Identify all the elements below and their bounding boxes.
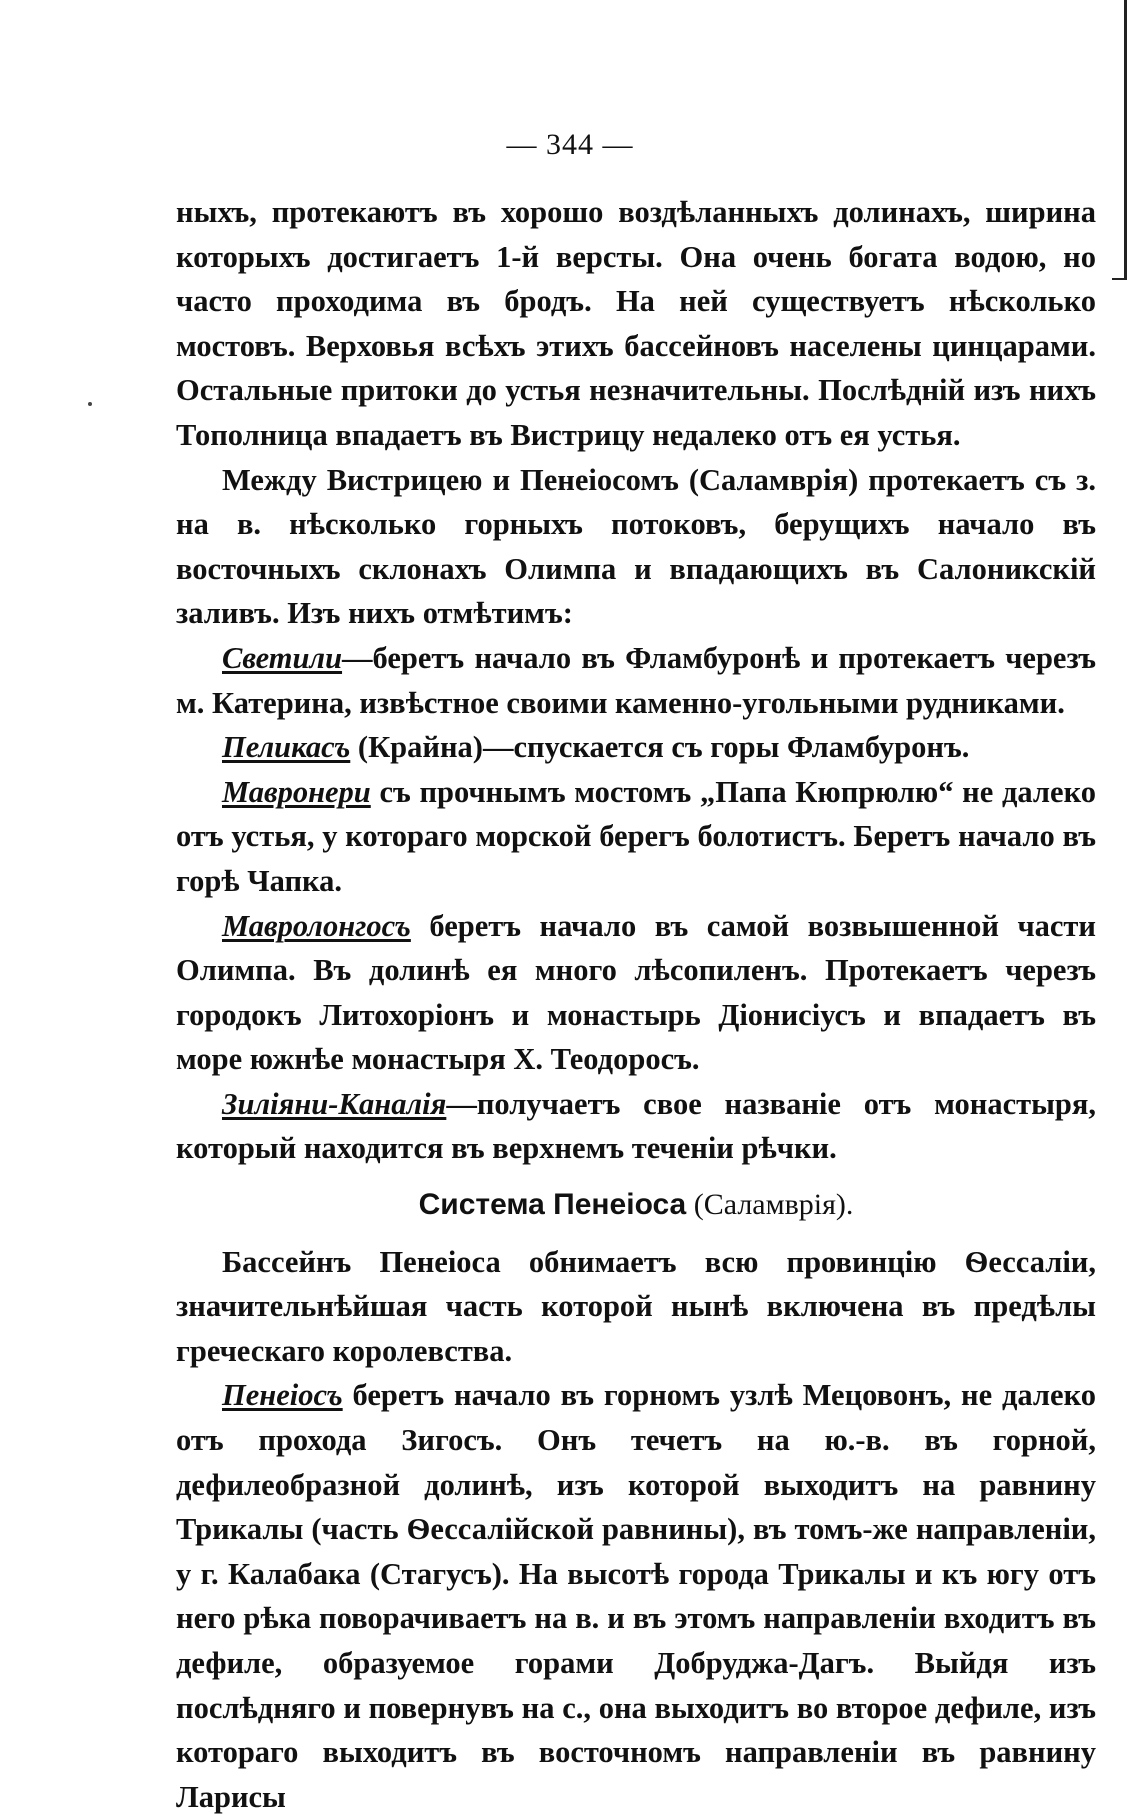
river-name: Светили	[222, 640, 343, 675]
page-edge-tick	[1112, 278, 1126, 280]
section-heading: Система Пенеiоса (Саламврiя).	[418, 1188, 854, 1222]
paragraph: ныхъ, протекаютъ въ хорошо воздѣланныхъ долинахъ, ширина которыхъ достигаетъ 1-й версты. Она очень богата водою, но часто проходима въ бродъ. На ней существуетъ нѣсколько мостовъ. Верховья всѣхъ этихъ бассейновъ населены цинцарами. Остальные притоки до устья незначительны. Послѣднiй изъ нихъ Тополница впадаетъ въ Вистрицу недалеко отъ ея устья.	[176, 195, 1096, 452]
paragraph: Между Вистрицею и Пенеiосомъ (Саламврiя) протекаетъ съ з. на в. нѣсколько горныхъ потоковъ, берущихъ начало въ восточныхъ склонахъ Олимпа и впадающихъ въ Салоникскiй заливъ. Изъ нихъ отмѣтимъ:	[176, 462, 1096, 631]
river-name: Мавролонгосъ	[222, 908, 411, 943]
river-entry: Пенеiосъ беретъ начало въ горномъ узлѣ Мецовонъ, не далеко отъ прохода Зигосъ. Онъ течетъ на ю.-в. въ горной, дефилеобразной долинѣ, изъ которой выходитъ на равнину Трикалы (часть Ѳессалiйской равнины), въ томъ-же направленiи, у г. Калабака (Стагусъ). На высотѣ города Трикалы и къ югу отъ него рѣка поворачиваетъ на в. и въ этомъ направленiи входитъ въ дефиле, образуемое горами Добруджа-Дагъ. Выйдя изъ послѣдняго и повернувъ на с., она выходитъ во второе дефиле, изъ котораго выходитъ въ восточномъ направленiи въ равнину Ларисы	[176, 1378, 1096, 1814]
river-entry: Мавролонгосъ беретъ начало въ самой возвышенной части Олимпа. Въ долинѣ ея много лѣсопиленъ. Протекаетъ черезъ городокъ Литохорiонъ и монастырь Дiонисiусъ и впадаетъ въ море южнѣе монастыря X. Теодоросъ.	[176, 908, 1096, 1077]
river-name: Мавронери	[222, 774, 371, 809]
river-entry: Мавронери съ прочнымъ мостомъ „Папа Кюпрюлю“ не далеко отъ устья, у котораго морской берегъ болотистъ. Беретъ начало въ горѣ Чапка.	[176, 774, 1096, 898]
margin-mark	[88, 402, 92, 406]
river-name: Зилiяни-Каналiя	[222, 1086, 447, 1121]
river-name: Пеликасъ	[222, 730, 351, 765]
river-entry: Светили—беретъ начало въ Фламбуронѣ и протекаетъ черезъ м. Катерина, извѣстное своими каменно-угольными рудниками.	[176, 640, 1096, 720]
paragraph: Бассейнъ Пенеiоса обнимаетъ всю провинцiю Ѳессалiи, значительнѣйшая часть которой нынѣ включена въ предѣлы греческаго королевства.	[176, 1244, 1096, 1368]
page-number: — 344 —	[506, 128, 634, 161]
river-entry: Пеликасъ (Крайна)—спускается съ горы Фламбуронъ.	[222, 730, 970, 765]
river-name: Пенеiосъ	[222, 1378, 343, 1413]
page-body	[176, 190, 1096, 1819]
river-entry: Зилiяни-Каналiя—получаетъ свое названiе отъ монастыря, который находится въ верхнемъ теченiи рѣчки.	[176, 1086, 1096, 1166]
